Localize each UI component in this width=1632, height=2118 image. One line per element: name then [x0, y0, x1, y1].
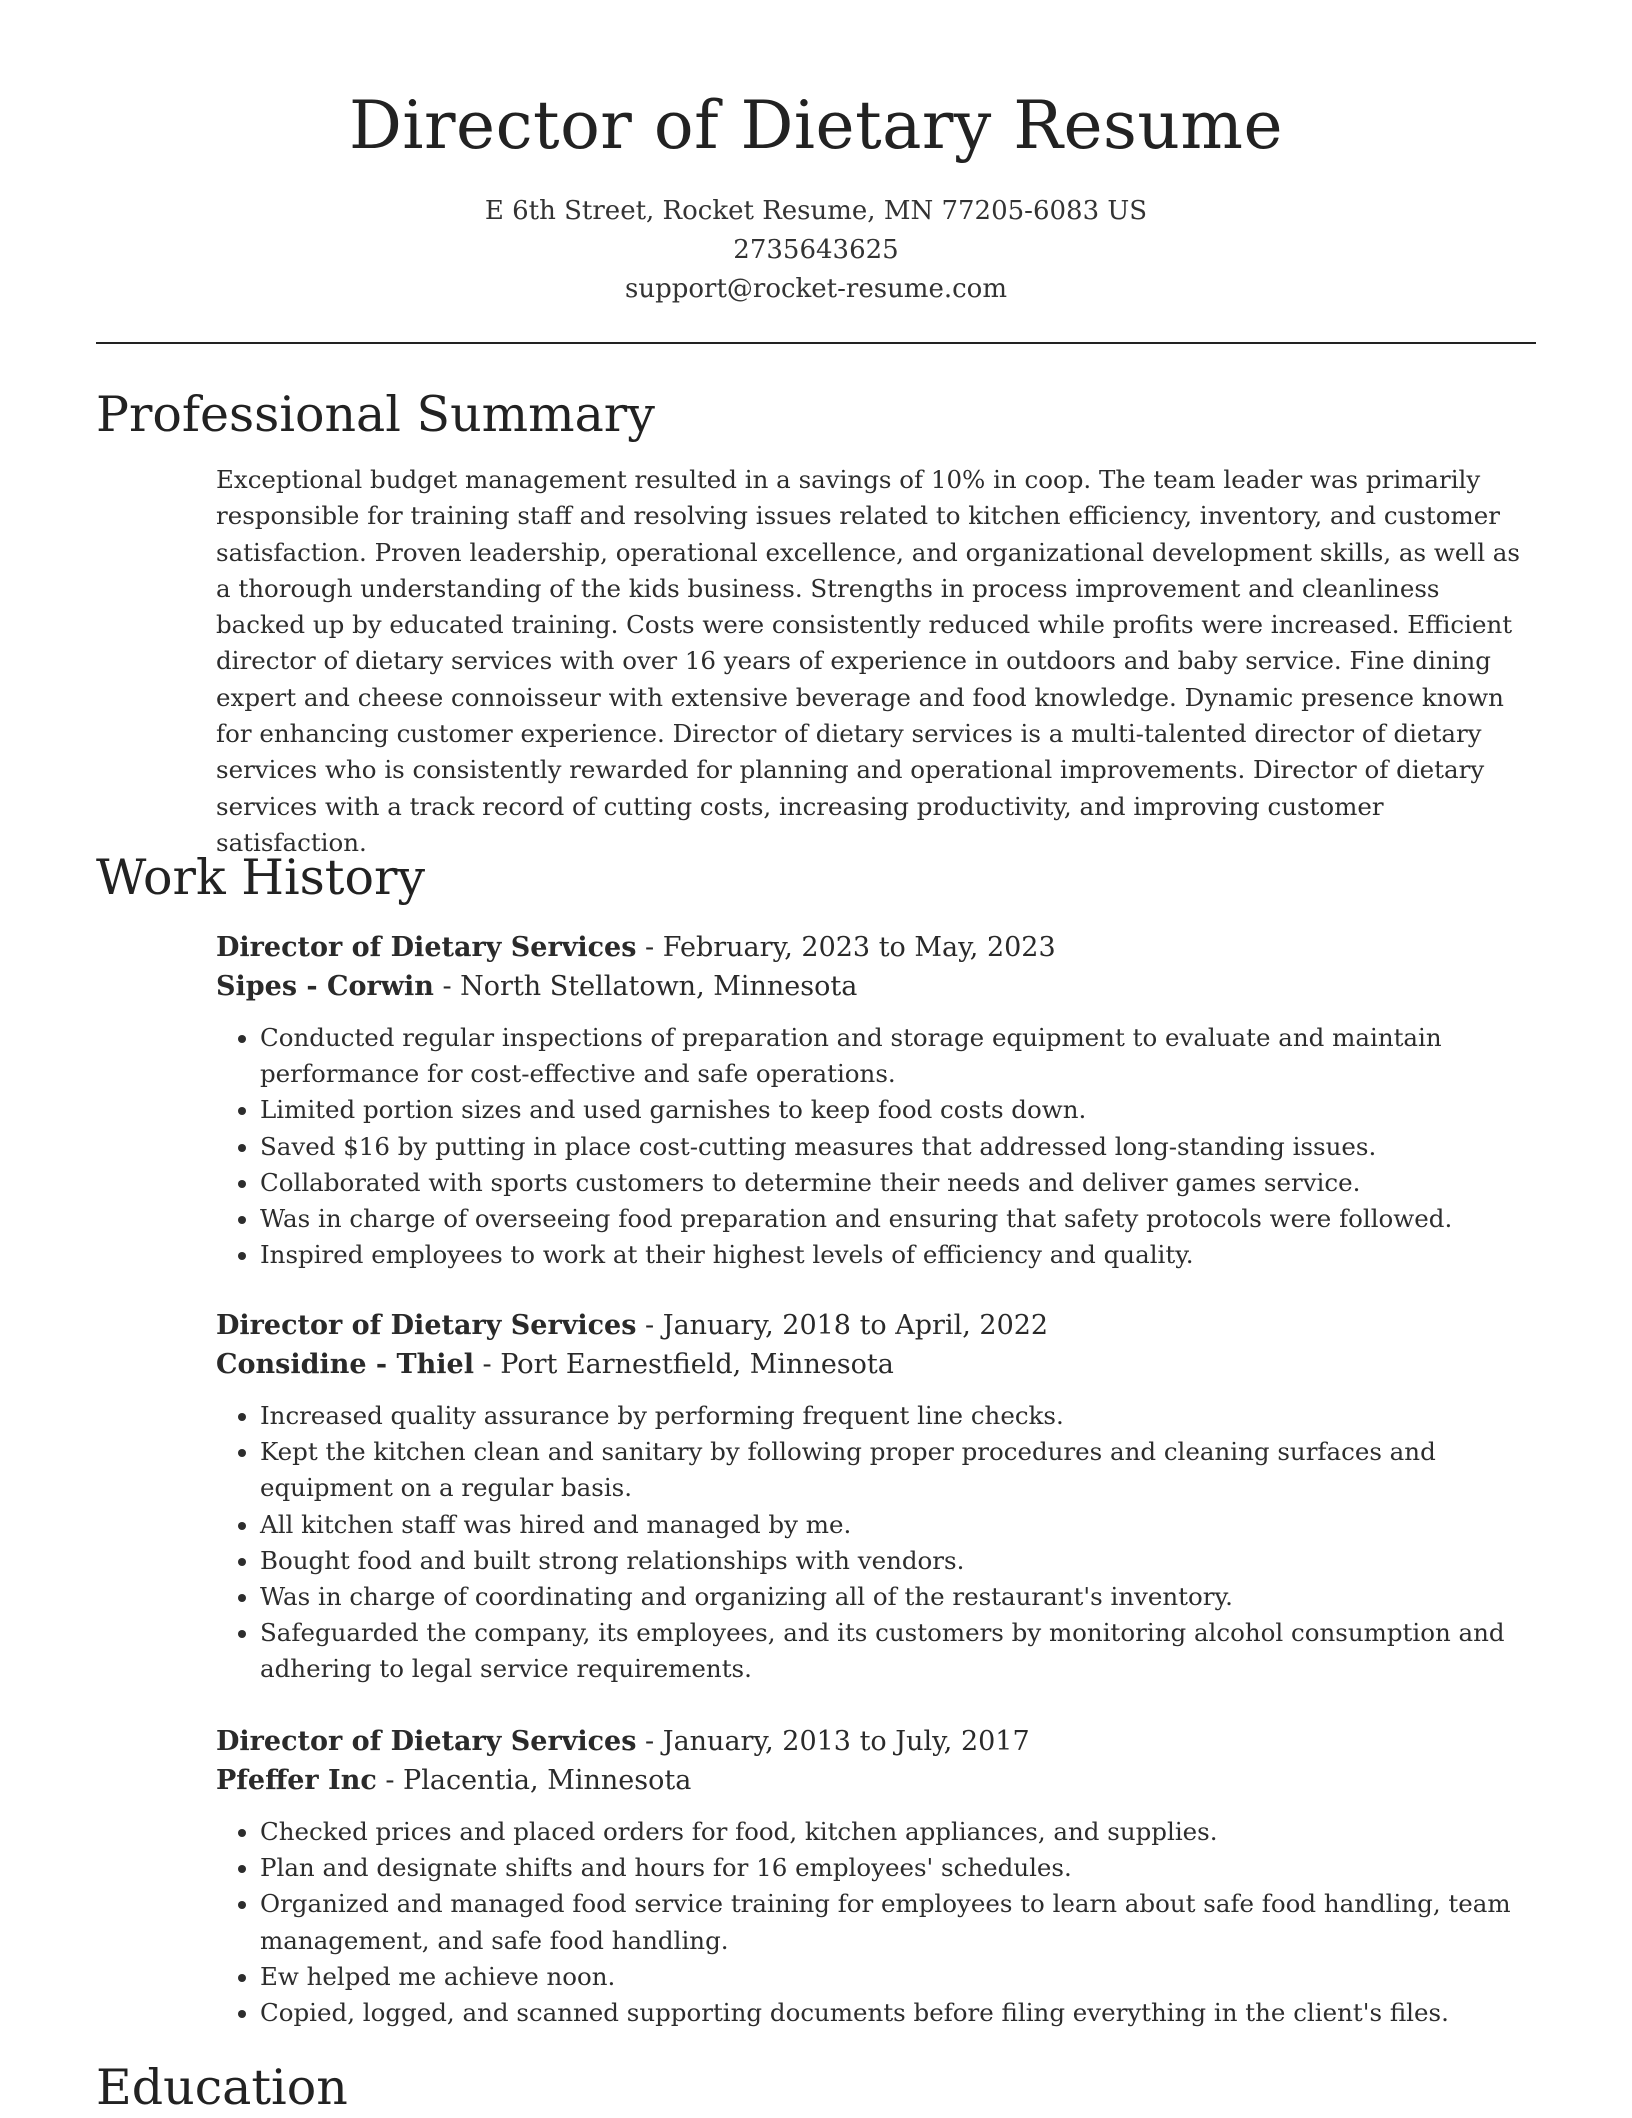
job-duty-item: • Saved $16 by putting in place cost-cutting measures that addressed long-standing issues.: [260, 1129, 1536, 1165]
job-location: - North Stellatown, Minnesota: [433, 971, 858, 1002]
job-title-line: [216, 1722, 1536, 1761]
summary-heading: Professional Summary: [96, 386, 655, 443]
job-title: Director of Dietary Services: [216, 1310, 637, 1341]
job-location: - Port Earnestfield, Minnesota: [473, 1349, 894, 1380]
summary-text: Exceptional budget management resulted in a savings of 10% in coop. The team leader was primarily responsible for training staff and resolving issues related to kitchen efficiency, inventory, and customer satisfaction. Proven leadership, operational excellence, and organizational development skills, as well as a thorough understanding of the kids business. Strengths in process improvement and cleanliness backed up by educated training. Costs were consistently reduced while profits were increased. Efficient director of dietary services with over 16 years of experience in outdoors and baby service. Fine dining expert and cheese connoisseur with extensive beverage and food knowledge. Dynamic presence known for enhancing customer experience. Director of dietary services is a multi-talented director of dietary services who is consistently rewarded for planning and operational improvements. Director of dietary services with a track record of cutting costs, increasing productivity, and improving customer satisfaction.: [216, 465, 1520, 857]
job-duties-list: [216, 1020, 1536, 1273]
job-duty-item: • Limited portion sizes and used garnishes to keep food costs down.: [260, 1092, 1536, 1128]
job-title-line: [216, 1306, 1536, 1345]
job-company: Pfeffer Inc: [216, 1765, 377, 1796]
job-location: - Placentia, Minnesota: [376, 1765, 692, 1796]
job-duty-item: • Ew helped me achieve noon.: [260, 1959, 1536, 1995]
job-duties-list: [216, 1398, 1536, 1688]
job-entry: [216, 1722, 1536, 2031]
job-duty-item: • Conducted regular inspections of preparation and storage equipment to evaluate and maintain performance for cost-effective and safe operations.: [260, 1020, 1536, 1092]
job-duty-item: • Was in charge of overseeing food preparation and ensuring that safety protocols were followed.: [260, 1201, 1536, 1237]
job-title-line: [216, 928, 1536, 967]
job-company-line: [216, 1761, 1536, 1800]
job-dates: - January, 2013 to July, 2017: [636, 1726, 1030, 1757]
job-dates: - January, 2018 to April, 2022: [636, 1310, 1049, 1341]
job-company-line: [216, 1345, 1536, 1384]
job-title: Director of Dietary Services: [216, 932, 637, 963]
job-duty-item: • Plan and designate shifts and hours for 16 employees' schedules.: [260, 1850, 1536, 1886]
job-duty-item: • Inspired employees to work at their highest levels of efficiency and quality.: [260, 1237, 1536, 1273]
job-duty-item: • Collaborated with sports customers to determine their needs and deliver games service.: [260, 1165, 1536, 1201]
job-company: Considine - Thiel: [216, 1349, 474, 1380]
header-divider: [96, 342, 1536, 344]
contact-email: support@rocket-resume.com: [624, 274, 1007, 304]
work-history-heading: Work History: [96, 849, 426, 906]
resume-title: Director of Dietary Resume: [348, 87, 1284, 164]
job-duty-item: • All kitchen staff was hired and managed by me.: [260, 1507, 1536, 1543]
job-duty-item: • Bought food and built strong relationships with vendors.: [260, 1543, 1536, 1579]
contact-address: E 6th Street, Rocket Resume, MN 77205-6083 US: [484, 196, 1148, 226]
contact-block: [0, 192, 1632, 309]
education-heading: Education: [96, 2059, 348, 2116]
job-title: Director of Dietary Services: [216, 1726, 637, 1757]
job-entry: [216, 1306, 1536, 1688]
job-company-line: [216, 967, 1536, 1006]
job-duty-item: • Checked prices and placed orders for food, kitchen appliances, and supplies.: [260, 1814, 1536, 1850]
job-duty-item: • Organized and managed food service training for employees to learn about safe food handling, team management, and safe food handling.: [260, 1886, 1536, 1958]
job-company: Sipes - Corwin: [216, 971, 434, 1002]
job-entry: [216, 928, 1536, 1273]
job-duty-item: • Kept the kitchen clean and sanitary by following proper procedures and cleaning surfaces and equipment on a regular basis.: [260, 1434, 1536, 1506]
contact-phone: 2735643625: [733, 235, 899, 265]
resume-header: [0, 84, 1632, 309]
job-duties-list: [216, 1814, 1536, 2031]
job-dates: - February, 2023 to May, 2023: [636, 932, 1056, 963]
job-duty-item: • Copied, logged, and scanned supporting documents before filing everything in the client's files.: [260, 1995, 1536, 2031]
job-duty-item: • Was in charge of coordinating and organizing all of the restaurant's inventory.: [260, 1579, 1536, 1615]
job-duty-item: • Safeguarded the company, its employees, and its customers by monitoring alcohol consumption and adhering to legal service requirements.: [260, 1615, 1536, 1687]
job-duty-item: • Increased quality assurance by performing frequent line checks.: [260, 1398, 1536, 1434]
